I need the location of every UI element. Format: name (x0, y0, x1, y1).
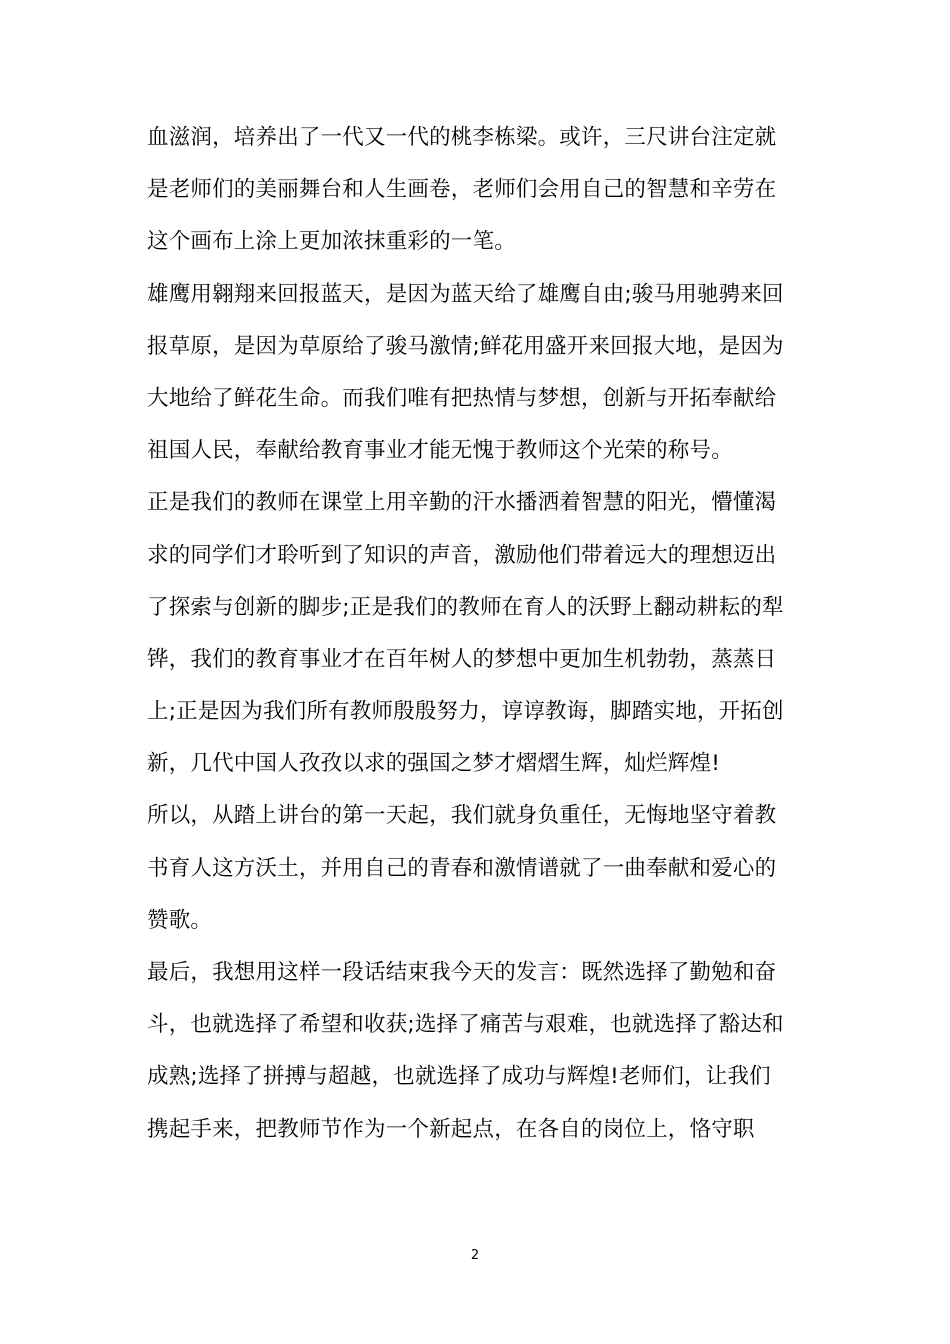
text-line: 了探索与创新的脚步;正是我们的教师在育人的沃野上翻动耕耘的犁 (147, 594, 784, 620)
text-line: 所以，从踏上讲台的第一天起，我们就身负重任，无悔地坚守着教 (147, 803, 777, 829)
page-number: 2 (470, 1248, 480, 1263)
text-line: 携起手来，把教师节作为一个新起点，在各自的岗位上，恪守职 (147, 1116, 755, 1142)
text-line: 血滋润，培养出了一代又一代的桃李栋梁。或许，三尺讲台注定就 (147, 125, 777, 150)
text-line: 求的同学们才聆听到了知识的声音，激励他们带着远大的理想迈出 (147, 542, 777, 568)
text-line: 祖国人民，奉献给教育事业才能无愧于教师这个光荣的称号。 (147, 438, 733, 464)
text-line: 雄鹰用翱翔来回报蓝天，是因为蓝天给了雄鹰自由;骏马用驰骋来回 (147, 281, 784, 307)
text-line: 正是我们的教师在课堂上用辛勤的汗水播洒着智慧的阳光，懵懂渴 (147, 490, 777, 516)
text-line: 成熟;选择了拼搏与超越，也就选择了成功与辉煌!老师们，让我们 (147, 1064, 771, 1090)
text-line: 大地给了鲜花生命。而我们唯有把热情与梦想，创新与开拓奉献给 (147, 385, 777, 411)
text-line: 新，几代中国人孜孜以求的强国之梦才熠熠生辉，灿烂辉煌! (147, 751, 721, 777)
text-line: 赞歌。 (147, 907, 213, 933)
text-line: 书育人这方沃土，并用自己的青春和激情谱就了一曲奉献和爱心的 (147, 855, 777, 881)
text-line: 斗，也就选择了希望和收获;选择了痛苦与艰难，也就选择了豁达和 (147, 1012, 784, 1038)
text-line: 是老师们的美丽舞台和人生画卷，老师们会用自己的智慧和辛劳在 (147, 177, 777, 203)
text-line: 铧，我们的教育事业才在百年树人的梦想中更加生机勃勃，蒸蒸日 (147, 646, 777, 672)
body-text (147, 112, 807, 1156)
text-line: 上;正是因为我们所有教师殷殷努力，谆谆教诲，脚踏实地，开拓创 (147, 699, 784, 725)
text-line: 报草原，是因为草原给了骏马激情;鲜花用盛开来回报大地，是因为 (147, 333, 784, 359)
text-line: 最后，我想用这样一段话结束我今天的发言：既然选择了勤勉和奋 (147, 960, 777, 985)
text-line: 这个画布上涂上更加浓抹重彩的一笔。 (147, 229, 516, 255)
